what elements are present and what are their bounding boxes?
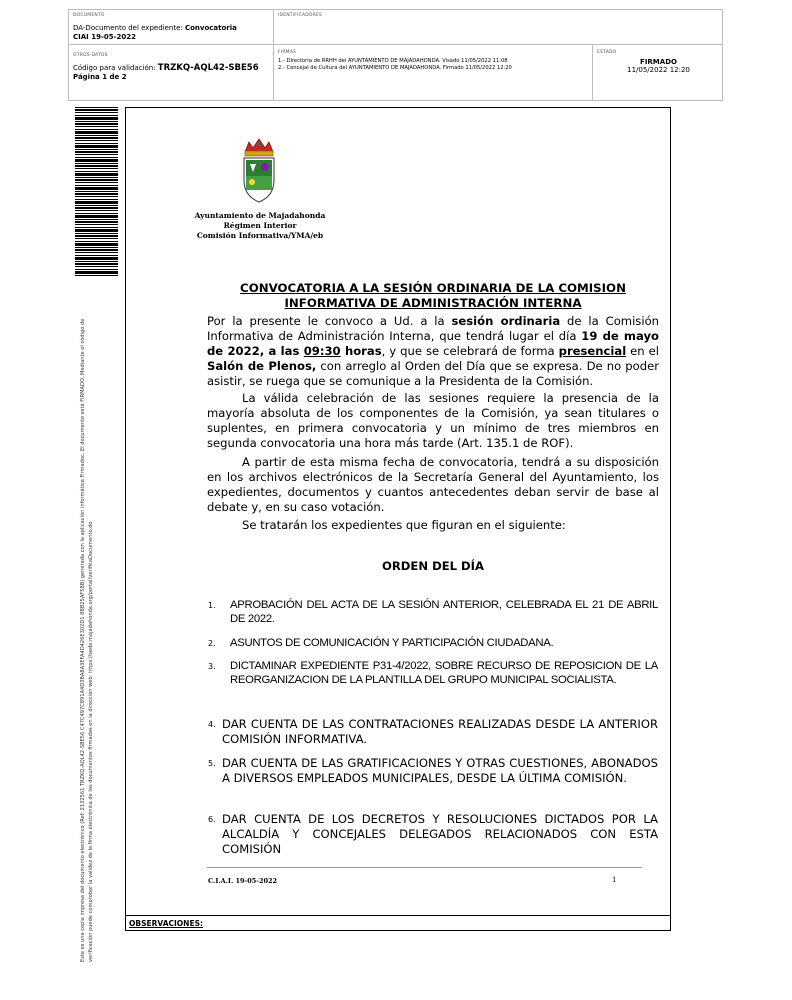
agenda-item-1: APROBACIÓN DEL ACTA DE LA SESIÓN ANTERIOR, CELEBRADA EL 21 DE ABRIL DE 2022.	[230, 599, 658, 625]
page-count: Página 1 de 2	[73, 73, 127, 81]
doc-line-prefix: DA-Documento del expediente:	[73, 24, 185, 32]
letterhead-dept: Régimen Interior	[223, 221, 297, 230]
paragraph-expedientes: Se tratarán los expedientes que figuran en el siguiente:	[242, 518, 566, 532]
item-number: 4.	[208, 720, 216, 729]
validation-code-value: TRZKQ-AQL42-SBE56	[157, 63, 259, 73]
convocatoria-title	[207, 281, 659, 311]
side-verification-text-1: Este es una copia impresa del documento electrónico (Ref: 2132561 TRZKQ-AQL42-SBE56 C47C497C891A4D3BA8A3EFA4D426E302D1 8BB25AF58B) generada con la aplicación informática Firmadoc. El documento está FIRMADO. Mediante el código de	[80, 318, 86, 962]
agenda-item-5	[222, 756, 658, 786]
validation-code-prefix: Código para validación:	[73, 64, 158, 72]
agenda-item-6	[222, 812, 658, 857]
agenda-item-3: DICTAMINAR EXPEDIENTE P31-4/2022, SOBRE RECURSO DE REPOSICION DE LA REORGANIZACION DE LA PLANTILLA DEL GRUPO MUNICIPAL SOCIALISTA.	[230, 660, 658, 686]
identificadores-label: IDENTIFICADORES	[278, 13, 323, 18]
p1-c: de la Comisión Informativa de Administración Interna, que tendrá lugar el día	[207, 314, 660, 343]
item-number: 5.	[208, 759, 216, 768]
item-number: 2.	[208, 639, 216, 648]
title-line-1: CONVOCATORIA A LA SESIÓN ORDINARIA DE LA COMISION	[240, 281, 626, 295]
documento-label: DOCUMENTO	[73, 13, 105, 18]
barcode	[75, 107, 118, 277]
doc-line-value: Convocatoria	[184, 24, 237, 32]
validation-code	[73, 63, 259, 73]
paragraph-convocatoria	[207, 314, 659, 389]
p1-k: con arreglo al Orden del Día que se expresa. De no poder asistir, se ruega que se comunique a la Presidenta de la Comisión.	[207, 359, 659, 388]
otros-datos-label: OTROS DATOS	[73, 53, 108, 58]
observaciones-box	[125, 915, 671, 931]
p1-g: , y que se celebrará de forma	[381, 344, 559, 358]
p1-sesion-ordinaria: sesión ordinaria	[451, 314, 561, 328]
item-number: 1.	[208, 601, 216, 610]
estado-date: 11/05/2022 12:20	[627, 66, 690, 74]
item-number: 6.	[208, 815, 216, 824]
agenda-item-4	[222, 717, 658, 747]
estado-label: ESTADO	[597, 50, 617, 55]
header-otros-cell	[68, 44, 274, 101]
side-verification-text-2: verificación puede comprobar la validez de la firma electrónica de los documentos firmados en la dirección web: https://sede.majadahonda.org/portal/verificaDocumento.do	[88, 521, 94, 962]
document-title	[73, 24, 237, 33]
title-line-2: INFORMATIVA DE ADMINISTRACIÓN INTERNA	[284, 296, 582, 310]
firmas-label: FIRMAS	[278, 50, 297, 55]
agenda-item-5-text: DAR CUENTA DE LAS GRATIFICACIONES Y OTRAS CUESTIONES, ABONADOS A DIVERSOS EMPLEADOS MUNICIPALES, DESDE LA ÚLTIMA COMISIÓN.	[222, 756, 658, 785]
p1-i: en el	[626, 344, 659, 358]
p1-fecha: 19 de mayo de 2022, a las	[207, 329, 659, 358]
orden-del-dia-title: ORDEN DEL DÍA	[382, 559, 484, 573]
firma-1: 1.- Directoria de RRHH del AYUNTAMIENTO DE MAJADAHONDA. Visado 11/05/2022 11:08	[278, 58, 508, 64]
footer-page-number: 1	[612, 876, 617, 884]
header-firmas-cell	[273, 44, 593, 101]
header-identificadores-cell	[273, 9, 723, 45]
estado-value: FIRMADO	[640, 58, 677, 66]
letterhead-ref: Comisión Informativa/YMA/eb	[196, 231, 324, 240]
agenda-item-6-text: DAR CUENTA DE LOS DECRETOS Y RESOLUCIONES DICTADOS POR LA ALCALDÍA Y CONCEJALES DELEGADOS RELACIONADOS CON ESTA COMISIÓN	[222, 812, 658, 856]
observaciones-label: OBSERVACIONES:	[129, 919, 203, 928]
header-estado-cell	[592, 44, 723, 101]
item-number: 3.	[208, 662, 216, 671]
footer-rule	[207, 867, 642, 868]
footer-code: C.I.A.I. 19-05-2022	[208, 877, 278, 885]
ciai-code: CIAI 19-05-2022	[73, 33, 136, 41]
p1-hora: 09:30	[303, 344, 341, 358]
paragraph-quorum: La válida celebración de las sesiones requiere la presencia de la mayoría absoluta de los componentes de la Comisión, ya sean titulares o suplentes, en primera convocatoria y un mínimo de tres miembros en segunda convocatoria una hora más tarde (Art. 135.1 de ROF).	[207, 391, 659, 450]
p1-presencial: presencial	[558, 344, 627, 358]
paragraph-archivos: A partir de esta misma fecha de convocatoria, tendrá a su disposición en los archivos electrónicos de la Secretaría General del Ayuntamiento, los expedientes, documentos y cuantos antecedentes deban servir de base al debate y, en su caso votación.	[207, 455, 659, 514]
letterhead	[175, 211, 345, 241]
letterhead-org: Ayuntamiento de Majadahonda	[194, 211, 326, 220]
agenda-item-2: ASUNTOS DE COMUNICACIÓN Y PARTICIPACIÓN CIUDADANA.	[230, 637, 554, 649]
header-documento-cell	[68, 9, 274, 45]
coat-of-arms-logo	[241, 138, 277, 204]
p1-horas: horas	[340, 344, 382, 358]
firma-2: 2.- Concejal de Cultura del AYUNTAMIENTO DE MAJADAHONDA. Firmado 11/05/2022 12:20	[278, 65, 512, 71]
p1-salon: Salón de Plenos,	[207, 359, 317, 373]
p1-a: Por la presente le convoco a Ud. a la	[207, 314, 452, 328]
agenda-item-4-text: DAR CUENTA DE LAS CONTRATACIONES REALIZADAS DESDE LA ANTERIOR COMISIÓN INFORMATIVA.	[222, 717, 658, 746]
